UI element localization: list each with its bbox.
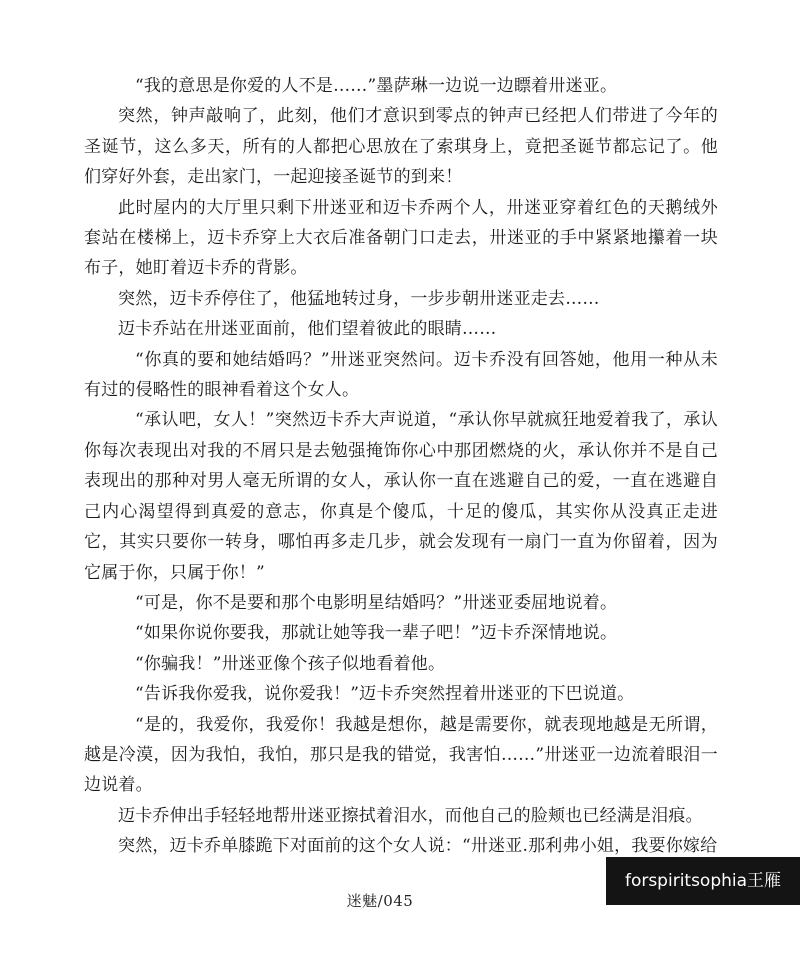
paragraph-2: 突然，钟声敲响了，此刻，他们才意识到零点的钟声已经把人们带进了今年的圣诞节，这么多天，所有的人都把心思放在了索琪身上，竟把圣诞节都忘记了。他们穿好外套，走出家门，一起迎接圣诞节的到来！ (84, 106, 718, 188)
paragraph-9: “如果你说你要我，那就让她等我一辈子吧！”迈卡乔深情地说。 (135, 623, 618, 644)
body-text (84, 71, 718, 862)
paragraph-6: “你真的要和她结婚吗？”卅迷亚突然问。迈卡乔没有回答她，他用一种从未有过的侵略性的眼神看着这个女人。 (84, 349, 718, 401)
paragraph-3: 此时屋内的大厅里只剩下卅迷亚和迈卡乔两个人，卅迷亚穿着红色的天鹅绒外套站在楼梯上，迈卡乔穿上大衣后准备朝门口走去，卅迷亚的手中紧紧地攥着一块布子，她盯着迈卡乔的背影。 (84, 197, 718, 279)
paragraph-5: 迈卡乔站在卅迷亚面前，他们望着彼此的眼睛…… (118, 319, 497, 340)
paragraph-4: 突然，迈卡乔停住了，他猛地转过身，一步步朝卅迷亚走去…… (118, 288, 600, 309)
paragraph-1: “我的意思是你爱的人不是……”墨萨琳一边说一边瞟着卅迷亚。 (135, 76, 618, 96)
paragraph-13: 迈卡乔伸出手轻轻地帮卅迷亚擦拭着泪水，而他自己的脸颊也已经满是泪痕。 (118, 805, 703, 826)
paragraph-11: “告诉我你爱我，说你爱我！”迈卡乔突然捏着卅迷亚的下巴说道。 (135, 684, 635, 705)
watermark-badge: forspiritsophia王雁 (606, 857, 800, 905)
paragraph-10: “你骗我！”卅迷亚像个孩子似地看着他。 (135, 653, 446, 674)
paragraph-12: “是的，我爱你，我爱你！我越是想你，越是需要你，就表现地越是无所谓，越是冷漠，因为我怕，我怕，那只是我的错觉，我害怕……”卅迷亚一边流着眼泪一边说着。 (84, 714, 718, 796)
page-footer: 迷魅/045 (346, 892, 414, 910)
paragraph-7: “承认吧，女人！”突然迈卡乔大声说道，“承认你早就疯狂地爱着我了，承认你每次表现出对我的不屑只是去勉强掩饰你心中那团燃烧的火，承认你并不是自己表现出的那种对男人毫无所谓的女人，承认你一直在逃避自己的爱，一直在逃避自己内心渴望得到真爱的意志，你真是个傻瓜，十足的傻瓜，其实你从没真正走进它，其实只要你一转身，哪怕再多走几步，就会发现有一扇门一直为你留着，因为它属于你，只属于你！” (84, 410, 718, 583)
paragraph-14: 突然，迈卡乔单膝跪下对面前的这个女人说：“卅迷亚.那利弗小姐，我要你嫁给 (118, 836, 718, 857)
paragraph-8: “可是，你不是要和那个电影明星结婚吗？”卅迷亚委屈地说着。 (135, 592, 618, 613)
